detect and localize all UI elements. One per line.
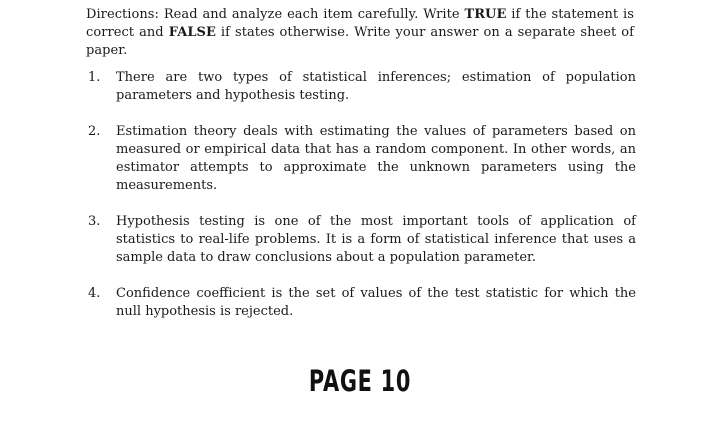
directions-suffix: if states otherwise. Write your answer on a separate sheet of paper.: [86, 25, 635, 58]
page-number-label: PAGE 10: [308, 364, 412, 398]
question-number: 1.: [88, 70, 101, 85]
question-item-4: [88, 285, 636, 321]
question-list: [88, 69, 636, 321]
directions-paragraph: [86, 6, 634, 60]
question-item-1: [88, 69, 636, 105]
question-number: 3.: [88, 214, 101, 229]
true-keyword: TRUE: [464, 7, 507, 22]
false-keyword: FALSE: [168, 25, 216, 40]
question-item-3: [88, 213, 636, 267]
question-text: There are two types of statistical inferences; estimation of population parameters and hypothesis testing.: [116, 70, 636, 103]
directions-prefix: Directions: Read and analyze each item carefully. Write: [86, 7, 465, 22]
question-number: 2.: [88, 124, 101, 139]
question-text: Estimation theory deals with estimating the values of parameters based on measured or empirical data that has a random component. In other words, an estimator attempts to approximate the unknown parameters using the measurements.: [116, 124, 636, 193]
question-text: Hypothesis testing is one of the most important tools of application of statistics to real-life problems. It is a form of statistical inference that uses a sample data to draw conclusions about a population parameter.: [116, 214, 636, 265]
question-number: 4.: [88, 286, 101, 301]
question-text: Confidence coefficient is the set of values of the test statistic for which the null hypothesis is rejected.: [116, 286, 636, 319]
question-item-2: [88, 123, 636, 195]
directions-middle: if the statement is correct and: [86, 7, 634, 40]
